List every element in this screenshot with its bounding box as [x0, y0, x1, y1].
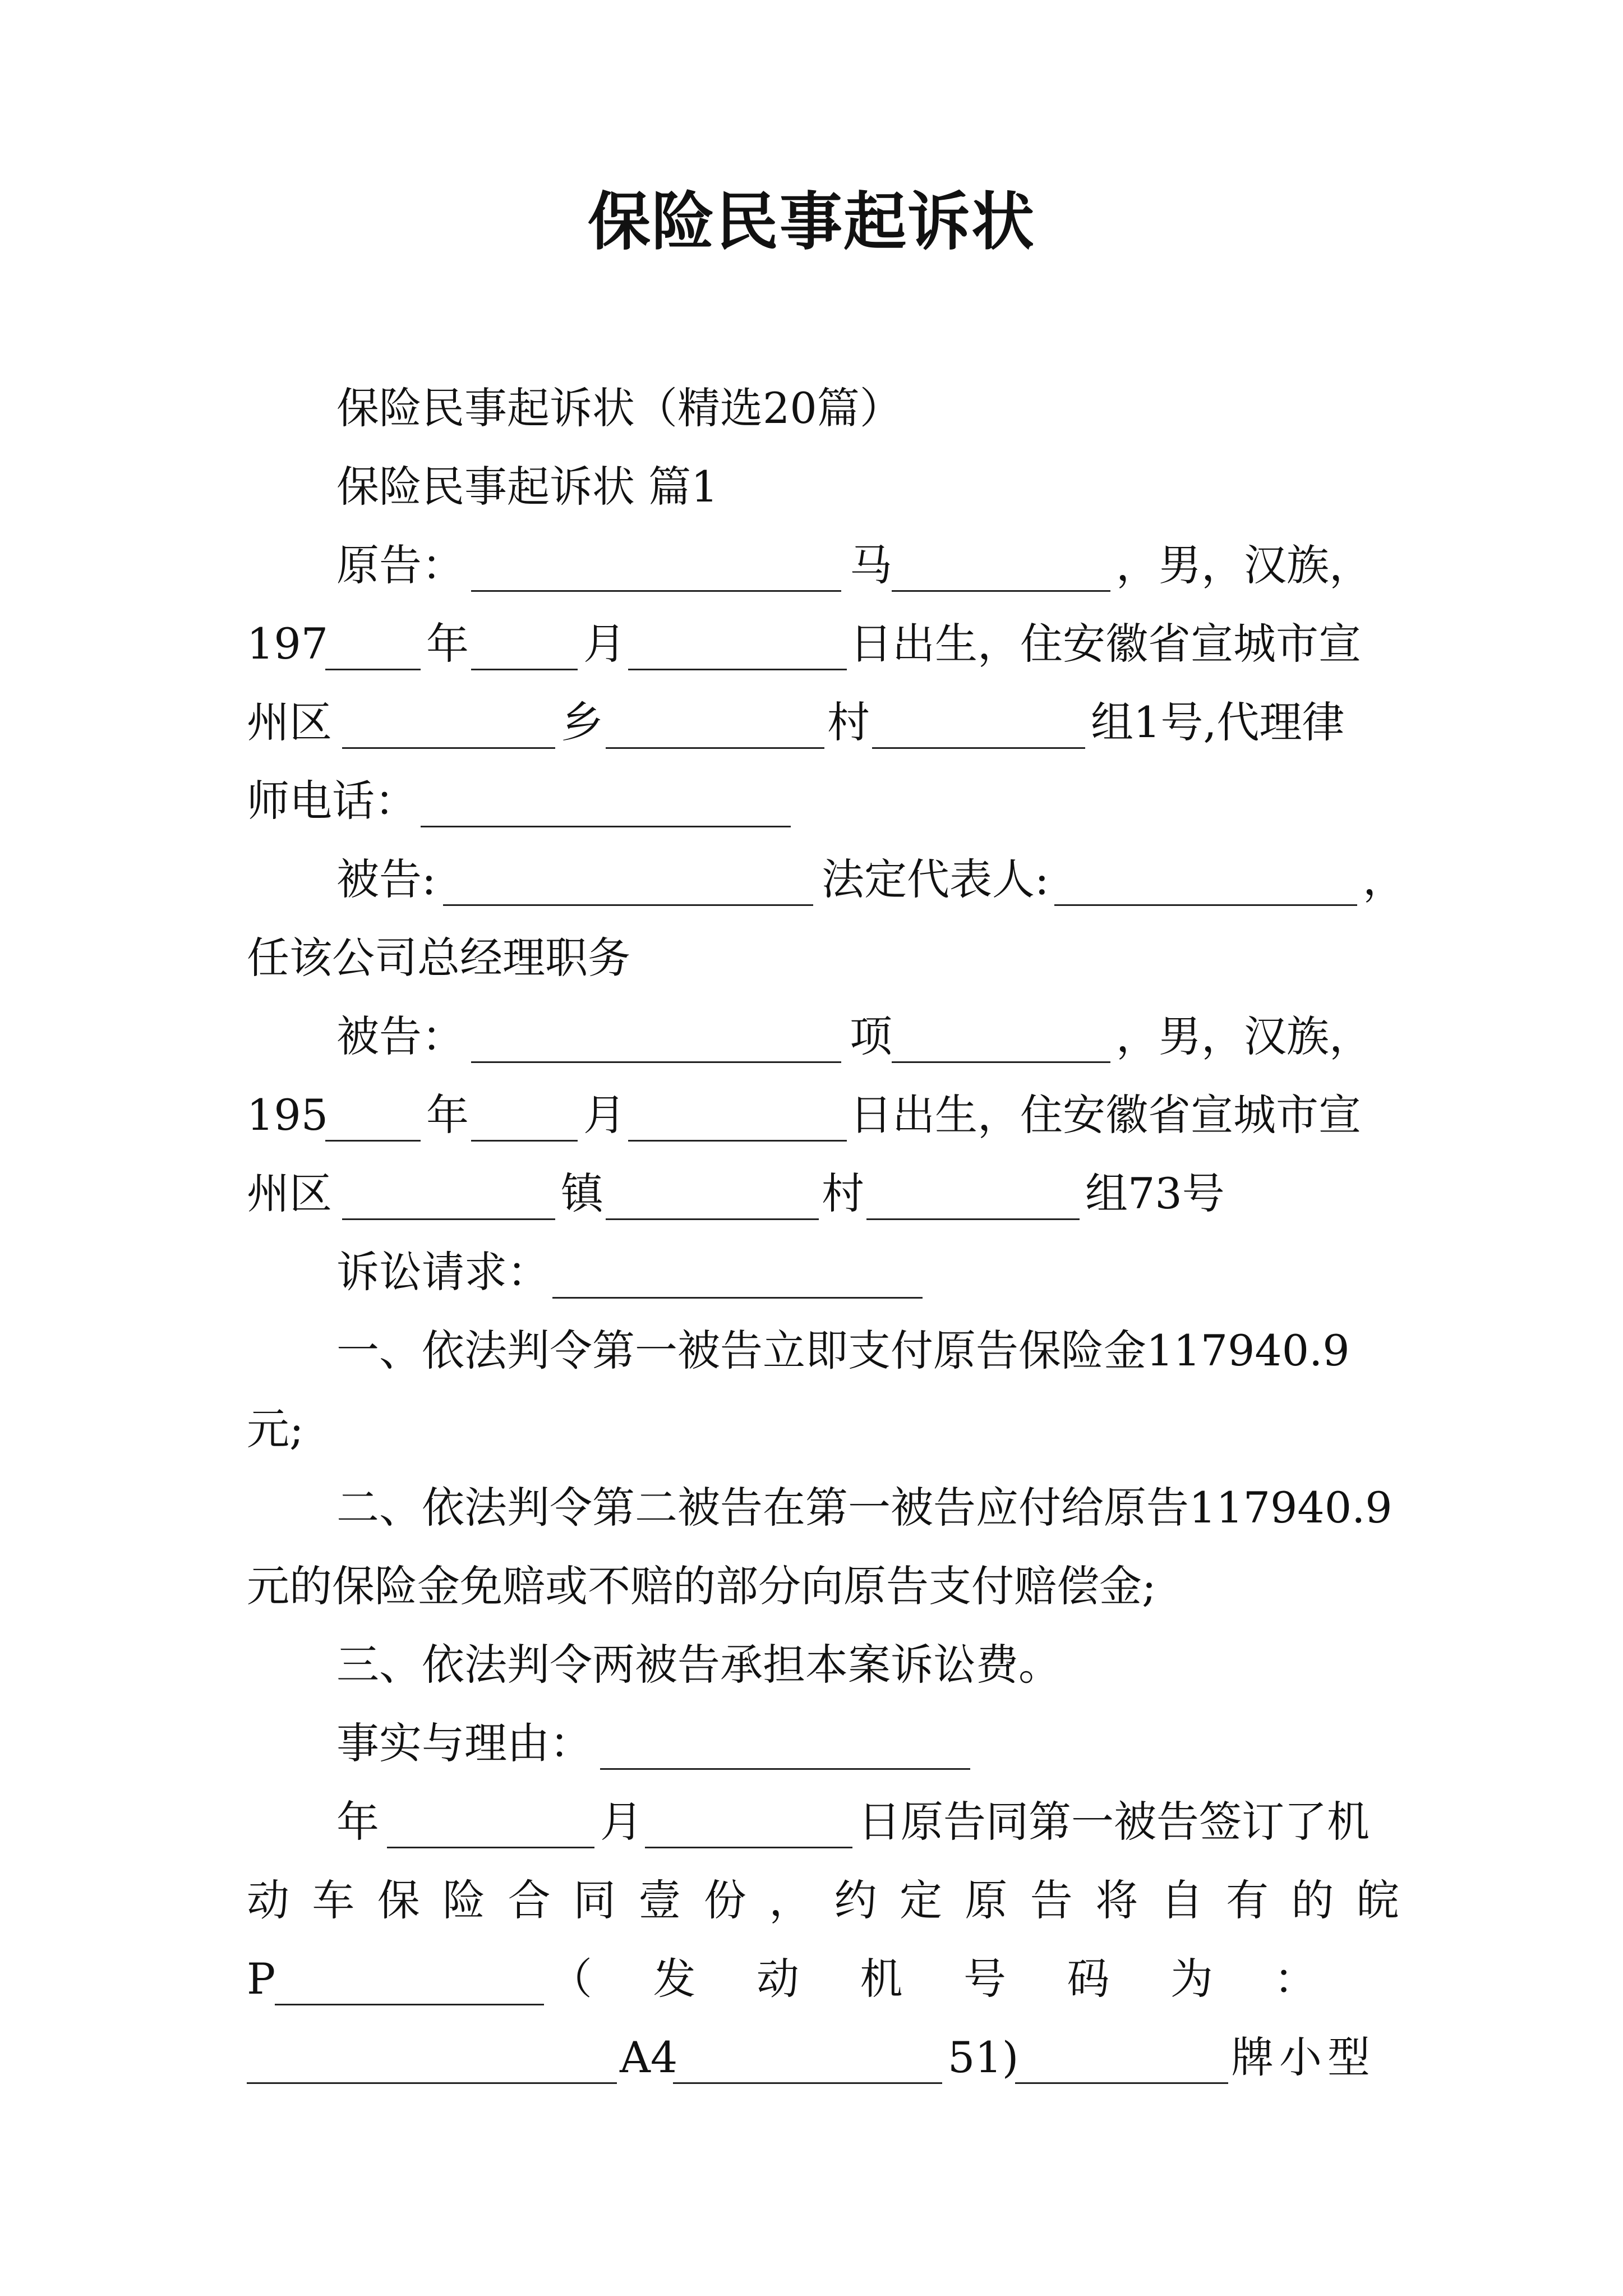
plaintiff-day-blank	[628, 669, 847, 670]
facts-line-3	[0, 1954, 1623, 2036]
defendant2-name-blank	[471, 1061, 841, 1063]
plaintiff-lawyer-phone: 师电话：	[247, 776, 417, 826]
claim-1-continuation: 元;	[247, 1404, 304, 1454]
plaintiff-year-blank	[325, 669, 421, 670]
claims-label-line	[0, 1247, 1623, 1329]
defendant1-name-blank	[443, 904, 813, 906]
claim-2-line-2	[0, 1561, 1623, 1644]
plaintiff-line-2	[0, 619, 1623, 701]
defendant2-line-3	[0, 1168, 1623, 1251]
facts-a4: A4	[620, 2032, 678, 2082]
section-heading-line	[0, 462, 1623, 544]
defendant2-month-blank	[471, 1140, 578, 1142]
plaintiff-name-char: 马	[850, 540, 892, 590]
plaintiff-label: 原告：	[336, 540, 464, 590]
plaintiff-district-blank	[342, 747, 555, 749]
defendant2-name-char: 项	[850, 1011, 892, 1061]
defendant1-line-2	[0, 933, 1623, 1015]
defendant2-group: 组73号	[1085, 1168, 1225, 1218]
facts-line-2-text: 动车保险合同壹份，约定原告将自有的皖	[247, 1875, 1422, 1925]
defendant2-line-1	[0, 1011, 1623, 1094]
defendant1-position: 任该公司总经理职务	[247, 933, 630, 983]
defendant2-year: 年	[426, 1090, 469, 1140]
facts-label: 事实与理由：	[336, 1718, 592, 1768]
plaintiff-name-blank	[471, 590, 841, 592]
defendant1-label: 被告:	[336, 854, 436, 904]
facts-year-blank	[387, 1847, 594, 1848]
claim-2-text: 二、依法判令第二被告在第一被告应付给原告117940.9	[336, 1483, 1393, 1533]
plaintiff-village-blank	[872, 747, 1085, 749]
claim-2-continuation: 元的保险金免赔或不赔的部分向原告支付赔偿金;	[247, 1561, 1156, 1611]
document-title: 保险民事起诉状	[588, 185, 1035, 259]
plaintiff-month: 月	[583, 619, 626, 669]
facts-label-line	[0, 1718, 1623, 1801]
plaintiff-township: 乡	[561, 697, 603, 747]
facts-month: 月	[600, 1797, 643, 1847]
legal-rep-blank	[1054, 904, 1357, 906]
engine-number-blank-3	[1015, 2082, 1228, 2084]
facts-line-1	[0, 1797, 1623, 1879]
subtitle: 保险民事起诉状（精选20篇）	[336, 383, 902, 433]
defendant2-district: 州区	[247, 1168, 332, 1218]
defendant1-legal-rep: 法定代表人:	[822, 854, 1049, 904]
facts-line-4-end: 牌小型	[1231, 2032, 1376, 2082]
facts-line-2	[0, 1875, 1623, 1958]
defendant2-birth-suffix: 日出生，住安徽省宣城市宣	[850, 1090, 1361, 1140]
claims-label: 诉讼请求：	[336, 1247, 550, 1297]
defendant2-district-blank	[342, 1218, 555, 1220]
engine-number-blank-2	[673, 2082, 942, 2084]
plaintiff-line-1	[0, 540, 1623, 623]
defendant2-village: 村	[822, 1168, 864, 1218]
section-heading: 保险民事起诉状 篇1	[336, 462, 718, 512]
engine-number-label: （发动机号码为：	[550, 1954, 1377, 2004]
claim-1-line-1	[0, 1326, 1623, 1408]
defendant2-town: 镇	[561, 1168, 603, 1218]
defendant2-label: 被告：	[336, 1011, 464, 1061]
defendant2-village-blank	[866, 1218, 1080, 1220]
plaintiff-month-blank	[471, 669, 578, 670]
facts-line-4	[0, 2032, 1623, 2115]
plaintiff-group: 组1号,代理律	[1091, 697, 1345, 747]
facts-p: P	[247, 1954, 276, 2004]
plaintiff-district: 州区	[247, 697, 332, 747]
plaintiff-year: 年	[426, 619, 469, 669]
defendant1-comma: ，	[1363, 854, 1405, 904]
facts-line-1-suffix: 日原告同第一被告签订了机	[858, 1797, 1370, 1847]
plaintiff-township-blank	[606, 747, 824, 749]
lawyer-phone-blank	[421, 826, 791, 827]
plaintiff-birth-suffix: 日出生，住安徽省宣城市宣	[850, 619, 1361, 669]
plaintiff-line-4	[0, 776, 1623, 858]
defendant2-month: 月	[583, 1090, 626, 1140]
defendant2-sex-ethnic: ，男，汉族，	[1116, 1011, 1372, 1061]
plaintiff-line-3	[0, 697, 1623, 780]
plaintiff-name-blank-2	[892, 590, 1110, 592]
defendant2-name-blank-2	[892, 1061, 1110, 1063]
defendant2-year-blank	[325, 1140, 421, 1142]
facts-51: 51)	[948, 2032, 1019, 2082]
plaintiff-sex-ethnic: ，男，汉族，	[1116, 540, 1372, 590]
defendant2-town-blank	[606, 1218, 819, 1220]
facts-month-blank	[645, 1847, 852, 1848]
defendant2-line-2	[0, 1090, 1623, 1172]
plaintiff-village: 村	[827, 697, 870, 747]
claim-1-line-2	[0, 1404, 1623, 1487]
claim-3-text: 三、依法判令两被告承担本案诉讼费。	[336, 1640, 1061, 1690]
plaintiff-birth-year-prefix: 197	[247, 619, 329, 669]
defendant2-day-blank	[628, 1140, 847, 1142]
claim-3-line	[0, 1640, 1623, 1722]
facts-blank	[600, 1768, 970, 1770]
claim-2-line-1	[0, 1483, 1623, 1565]
engine-number-blank-1	[247, 2082, 617, 2084]
claim-1-text: 一、依法判令第一被告立即支付原告保险金117940.9	[336, 1326, 1350, 1375]
claims-blank	[552, 1297, 923, 1299]
facts-year: 年	[336, 1797, 379, 1847]
plate-number-blank	[275, 2004, 544, 2005]
defendant1-line-1	[0, 854, 1623, 937]
defendant2-birth-year-prefix: 195	[247, 1090, 329, 1140]
subtitle-line	[0, 383, 1623, 466]
